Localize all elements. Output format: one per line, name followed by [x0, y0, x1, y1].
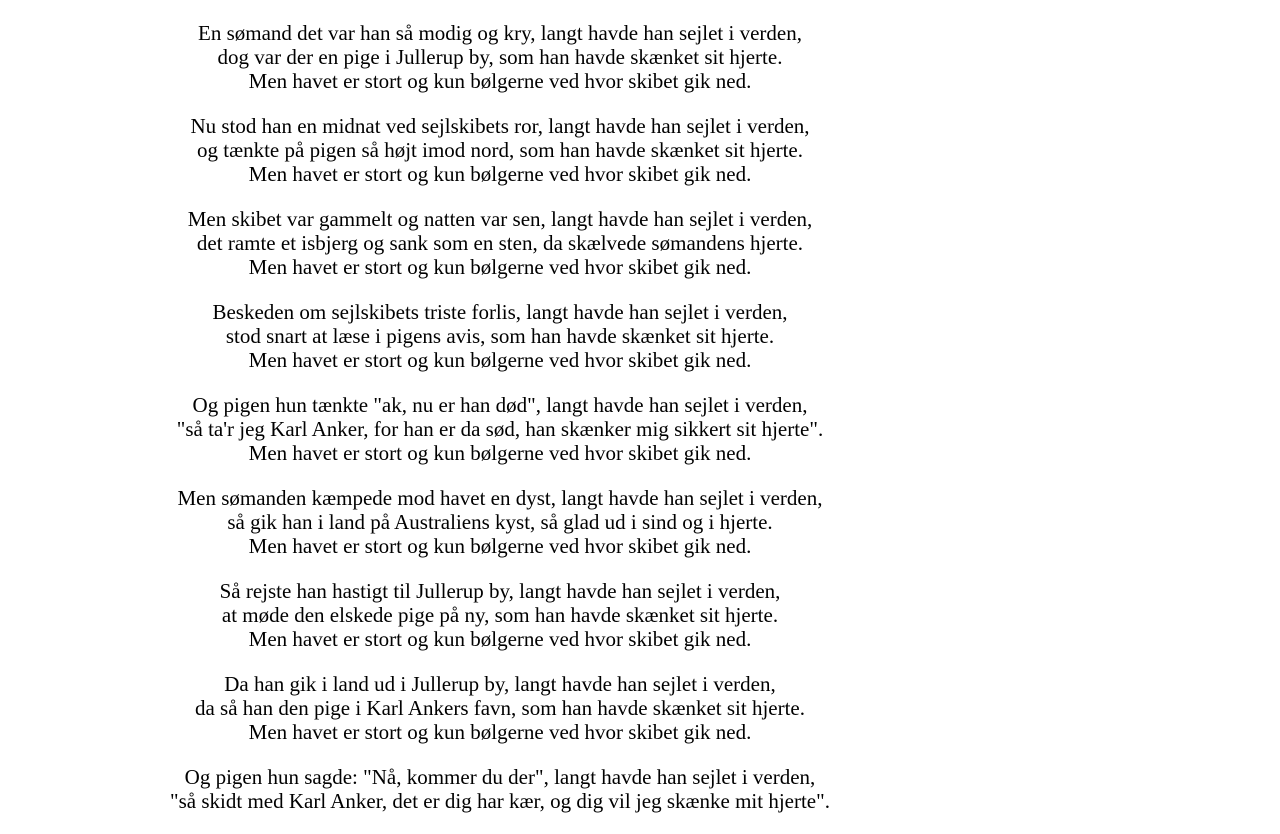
- poem: [0, 21, 1000, 834]
- stanza-line: Beskeden om sejlskibets triste forlis, langt havde han sejlet i verden,: [212, 300, 788, 324]
- stanza-line: Men sømanden kæmpede mod havet en dyst, langt havde han sejlet i verden,: [177, 486, 823, 510]
- stanza-5: [0, 393, 1000, 465]
- stanza-line: at møde den elskede pige på ny, som han havde skænket sit hjerte.: [221, 603, 779, 627]
- stanza-1: [0, 21, 1000, 93]
- stanza-line: stod snart at læse i pigens avis, som han havde skænket sit hjerte.: [225, 324, 775, 348]
- stanza-line: Så rejste han hastigt til Jullerup by, langt havde han sejlet i verden,: [219, 579, 781, 603]
- stanza-line: så gik han i land på Australiens kyst, så glad ud i sind og i hjerte.: [227, 510, 773, 534]
- stanza-line: og tænkte på pigen så højt imod nord, som han havde skænket sit hjerte.: [197, 138, 803, 162]
- stanza-line: Og pigen hun sagde: "Nå, kommer du der", langt havde han sejlet i verden,: [184, 765, 816, 789]
- refrain-line: Men havet er stort og kun bølgerne ved hvor skibet gik ned.: [248, 255, 752, 279]
- stanza-line: En sømand det var han så modig og kry, langt havde han sejlet i verden,: [198, 21, 802, 45]
- refrain-line: Men havet er stort og kun bølgerne ved hvor skibet gik ned.: [248, 720, 752, 744]
- refrain-line: Men havet er stort og kun bølgerne ved hvor skibet gik ned.: [248, 441, 752, 465]
- refrain-line: Men havet er stort og kun bølgerne ved hvor skibet gik ned.: [248, 348, 752, 372]
- stanza-line: dog var der en pige i Jullerup by, som han havde skænket sit hjerte.: [217, 45, 783, 69]
- stanza-8: [0, 672, 1000, 744]
- stanza-line: Men skibet var gammelt og natten var sen, langt havde han sejlet i verden,: [187, 207, 813, 231]
- refrain-line: Men havet er stort og kun bølgerne ved hvor skibet gik ned.: [248, 534, 752, 558]
- refrain-line: Men havet er stort og kun bølgerne ved hvor skibet gik ned.: [248, 69, 752, 93]
- stanza-line: da så han den pige i Karl Ankers favn, som han havde skænket sit hjerte.: [194, 696, 805, 720]
- stanza-3: [0, 207, 1000, 279]
- stanza-2: [0, 114, 1000, 186]
- stanza-line: "så skidt med Karl Anker, det er dig har kær, og dig vil jeg skænke mit hjerte".: [170, 789, 830, 813]
- refrain-line: Men havet er stort og kun bølgerne ved hvor skibet gik ned.: [248, 627, 752, 651]
- stanza-7: [0, 579, 1000, 651]
- stanza-line: Og pigen hun tænkte "ak, nu er han død", langt havde han sejlet i verden,: [192, 393, 808, 417]
- stanza-line: Da han gik i land ud i Jullerup by, langt havde han sejlet i verden,: [224, 672, 776, 696]
- refrain-line: Men havet er stort og kun bølgerne ved hvor skibet gik ned.: [248, 162, 752, 186]
- stanza-6: [0, 486, 1000, 558]
- stanza-9: [0, 765, 1000, 813]
- stanza-line: "så ta'r jeg Karl Anker, for han er da sød, han skænker mig sikkert sit hjerte".: [176, 417, 824, 441]
- stanza-line: det ramte et isbjerg og sank som en sten, da skælvede sømandens hjerte.: [196, 231, 804, 255]
- stanza-4: [0, 300, 1000, 372]
- stanza-line: Nu stod han en midnat ved sejlskibets ror, langt havde han sejlet i verden,: [190, 114, 810, 138]
